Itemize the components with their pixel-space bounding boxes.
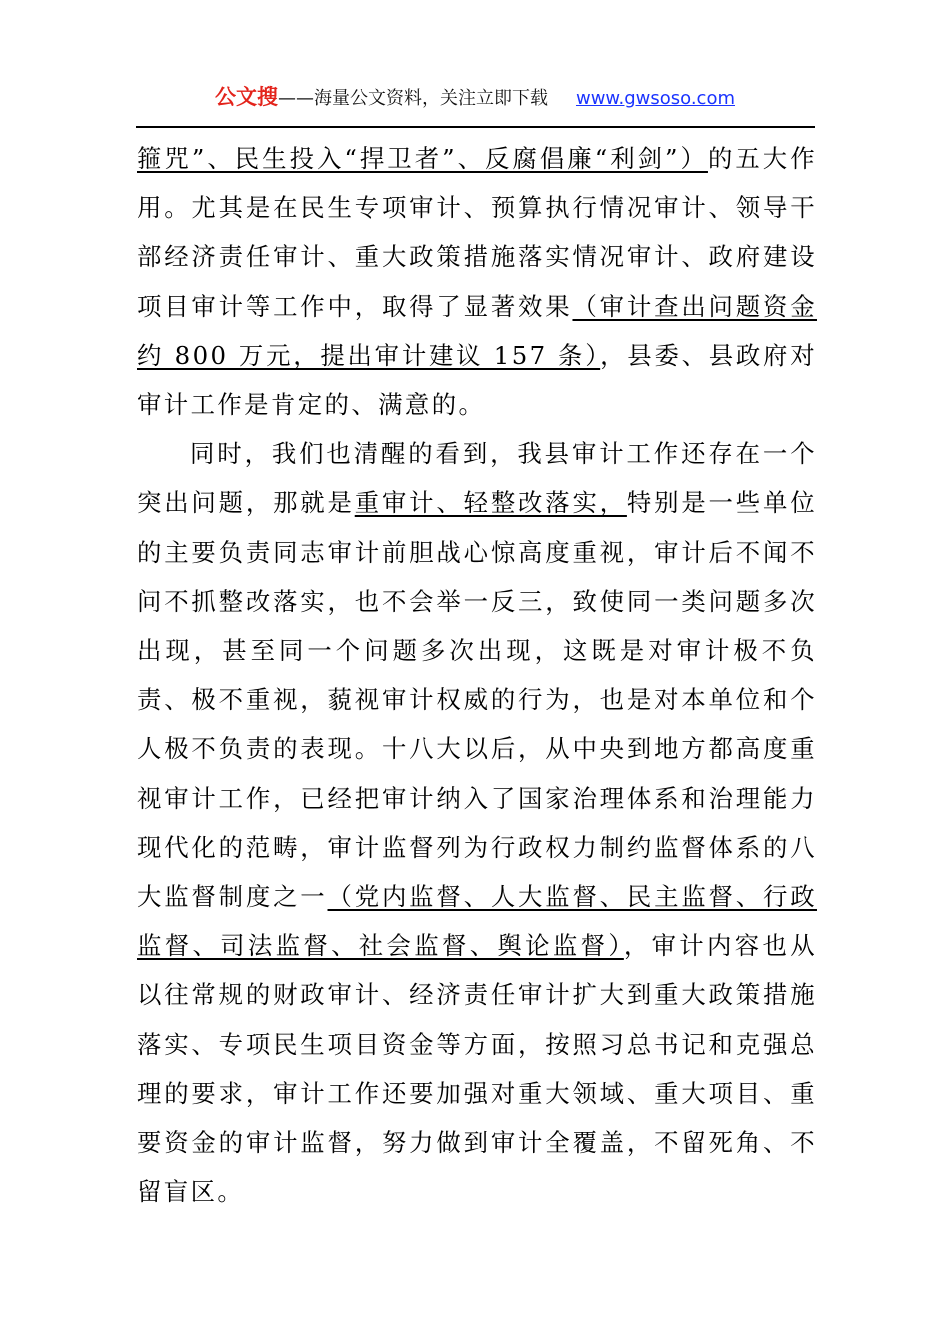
document-body	[137, 134, 817, 1216]
underlined-text: 重审计、轻整改落实，	[354, 488, 627, 518]
underlined-text: （党内监督、人大监督、民主监督、行政监督、司法监督、社会监督、舆论监督）	[137, 882, 817, 961]
body-text-run: 特别是一些单位的主要负责同志审计前胆战心惊高度重视，审计后不闻不问不抓整改落实，也不会举一反三，致使同一类问题多次出现，甚至同一个问题多次出现，这既是对审计极不负责、极不重视，藐视审计权威的行为，也是对本单位和个人极不负责的表现。十八大以后，从中央到地方都高度重视审计工作，已经把审计纳入了国家治理体系和治理能力现代化的范畴，审计监督列为行政权力制约监督体系的八大监督制度之一	[137, 488, 817, 912]
header-tagline: ——海量公文资料，关注立即下载	[277, 88, 548, 109]
paragraph-2	[137, 429, 817, 1216]
underlined-text: 箍咒”、民生投入“捍卫者”、反腐倡廉“利剑”）	[137, 144, 708, 173]
body-text-run: 同时，我们也清醒的看到，我县审计工作还存在一个突出问题，那就是	[137, 439, 817, 518]
header-divider	[136, 126, 815, 128]
brand-logo-text: 公文搜	[214, 85, 278, 109]
paragraph-1	[137, 134, 817, 429]
page-header	[0, 84, 950, 112]
body-text-run: 的五大作用。尤其是在民生专项审计、预算执行情况审计、领导干部经济责任审计、重大政策措施落实情况审计、政府建设项目审计等工作中，取得了显著效果	[137, 144, 817, 321]
body-text-run: ，县委、县政府对审计工作是肯定的、满意的。	[137, 340, 817, 420]
website-link[interactable]: www.gwsoso.com	[575, 88, 735, 109]
body-text-run: ，审计内容也从以往常规的财政审计、经济责任审计扩大到重大政策措施落实、专项民生项目资金等方面，按照习总书记和克强总理的要求，审计工作还要加强对重大领域、重大项目、重要资金的审计监督，努力做到审计全覆盖，不留死角、不留盲区。	[137, 931, 817, 1207]
underlined-text: （审计查出问题资金约 800 万元，提出审计建议 157 条）	[137, 291, 817, 370]
